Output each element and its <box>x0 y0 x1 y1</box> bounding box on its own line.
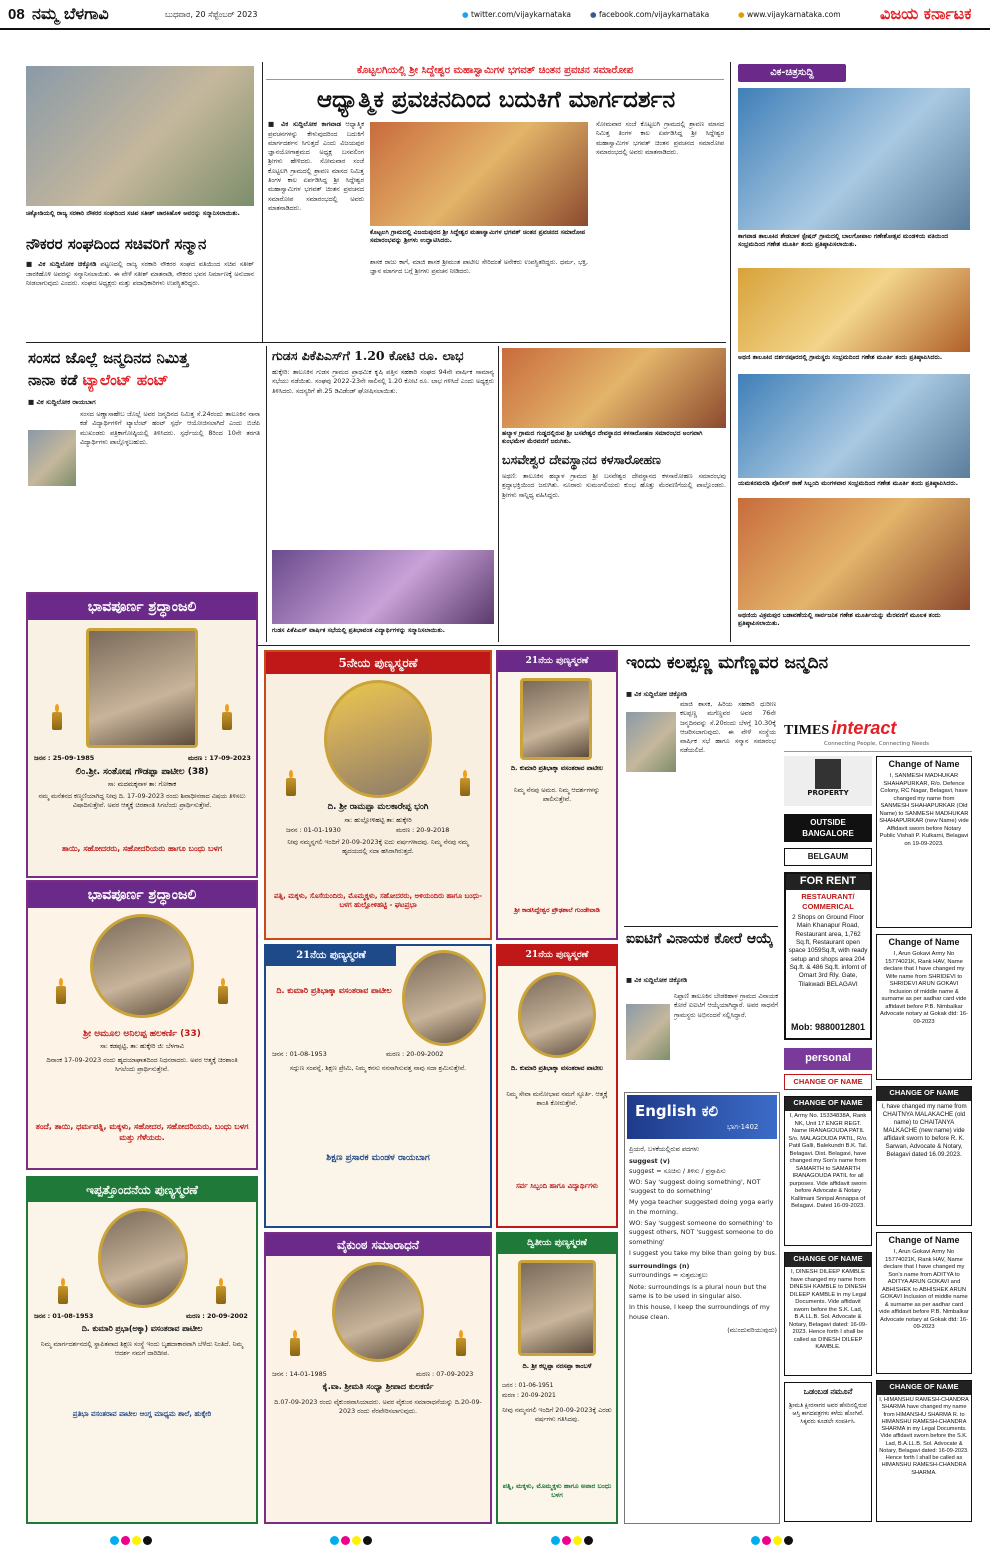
tribute-name: ಶ್ರೀ ಅಮೂಲ ಅನಿಲಪ್ಪ ಹಲಕರ್ಣಿ (33) <box>83 1029 201 1039</box>
tribute-family: ತಂದೆ, ತಾಯಿ, ಧರ್ಮಪತ್ನಿ, ಮಕ್ಕಳು, ಸಹೋದರ, ಸಹೋದರಿಯರು, ಬಂಧು ಬಳಗ ಮತ್ತು ಗೆಳೆಯರು. <box>35 1122 249 1142</box>
anniversary-ad-21-right <box>496 944 618 1228</box>
tribute-birth: ಜನನ : 25-09-1985 <box>34 754 95 762</box>
tribute-ad-2 <box>26 880 258 1170</box>
vinayak-byline: ■ ವಿಕ ಸುದ್ದಿಲೋಕ ಚಿಕ್ಕೋಡಿ <box>626 976 688 984</box>
kalappanna-body: ಮಾಜಿ ಶಾಸಕ, ಹಿರಿಯ ಸಹಕಾರಿ ಧುರೀಣ ಕಲಪ್ಪಣ್ಣ ಮಗೆಣ್ಣವರ ಅವರ 76ನೇ ಜನ್ಮದಿನವನ್ನು ಸೆ.20ರಂದು ಬೆಳಗ್ಗೆ 10.30ಕ್ಕೆ ಆಚರಿಸಲಾಗುವುದು. ಈ ವೇಳೆ ಸಂಸ್ಥೆಯ ವಾರ್ಷಿಕ ಸಭೆ ಹಾಗೂ ಸನ್ಮಾನ ಸಮಾರಂಭ ನಡೆಯಲಿದೆ. <box>680 700 776 755</box>
anniv-place: ಸಾ: ಹುಲ್ಲೋಳಿಹಟ್ಟಿ ತಾ: ಹುಕ್ಕೇರಿ <box>344 816 412 824</box>
globe-icon: ● <box>738 10 745 19</box>
mp-portrait <box>28 430 76 486</box>
lamp-icon <box>290 1330 300 1356</box>
personal-category: personal <box>784 1048 872 1070</box>
twitter-icon: ● <box>462 10 469 19</box>
dvitiya-death: ಮರಣ : 20-09-2021 <box>502 1392 556 1399</box>
anniv-message: ನಿಮ್ಮ ಮಾರ್ಗದರ್ಶನದಲ್ಲಿ ಸ್ಥಾಪಿತವಾದ ಶಿಕ್ಷಣ ಸಂಸ್ಥೆ ಇಂದು ಬೃಹದಾಕಾರವಾಗಿ ಬೆಳೆದು ನಿಂತಿದೆ. ನಿಮ್ಮ ಆದರ್ಶ ನಮಗೆ ದಾರಿದೀಪ. <box>40 1340 244 1358</box>
temple-caption: ಹಲ್ಯಾಳ ಗ್ರಾಮದ ಗುಡ್ಡದಲ್ಲಿರುವ ಶ್ರೀ ಬಸವೇಶ್ವರ ದೇವಸ್ಥಾನದ ಕಳಸಾರೋಹಣ ಸಮಾರಂಭದ ಅಂಗವಾಗಿ ಕುಂಭಮೇಳ ಮೆರವಣಿಗೆ ಜರುಗಿತು. <box>502 430 703 446</box>
main-body-col1: ■ ವಿಕ ಸುದ್ದಿಲೋಕ ಕಾಗವಾಡ ಆಧ್ಯಾತ್ಮಿಕ ಪ್ರವಚನಗಳನ್ನು ಕೇಳುವುದರಿಂದ ಬದುಕಿಗೆ ಮಾರ್ಗದರ್ಶನ ಸಿಗುತ್ತದೆ ಎಂದು ವಿಜಯಪುರ ಜ್ಞಾನಯೋಗಾಶ್ರಮದ ಅಧ್ಯಕ್ಷ ಬಸವಲಿಂಗ ಶ್ರೀಗಳು ಹೇಳಿದರು. ಸೋಮವಾರ ಸಂಜೆ ಕೊಟ್ಟಲಗಿ ಗ್ರಾಮದಲ್ಲಿ ಶ್ರಾವಣ ಮಾಸದ ನಿಮಿತ್ತ ತಿಂಗಳ ಕಾಲ ಏರ್ಪಡಿಸಿದ್ದ ಶ್ರೀ ಸಿದ್ದೇಶ್ವರ ಮಹಾಸ್ವಾಮಿಗಳ ಭಗವತ್ ಚಿಂತನ ಪ್ರವಚನದ ಸಮಾರೋಪ ಸಮಾರಂಭದಲ್ಲಿ ಅವರು ಮಾತನಾಡಿದರು. <box>268 120 364 212</box>
twitter-link[interactable]: ● twitter.com/vijaykarnataka <box>462 10 572 19</box>
photo-caption: ಚಿಕ್ಕೋಡಿಯಲ್ಲಿ ರಾಜ್ಯ ಸರಕಾರಿ ನೌಕರರ ಸಂಘದಿಂದ ಸಚಿವ ಸತೀಶ್ ಜಾರಕಿಹೊಳಿ ಅವರನ್ನು ಸನ್ಮಾನಿಸಲಾಯಿತು. <box>26 210 240 217</box>
coop-caption: ಗುಡಸ ಪಿಕೆಪಿಎಸ್ ವಾರ್ಷಿಕ ಸಭೆಯಲ್ಲಿ ಪ್ರತಿಭಾವಂತ ವಿದ್ಯಾರ್ಥಿಗಳನ್ನು ಸನ್ಮಾನಿಸಲಾಯಿತು. <box>272 627 445 634</box>
temple-procession-photo <box>502 348 726 428</box>
english-kali-issue: ಭಾಗ-1402 <box>727 1123 759 1131</box>
lamp-icon <box>52 704 62 730</box>
anniv-name: ದಿ. ಕುಮಾರಿ ಪ್ರತಿಭಾಕ್ಕಾ ವಸಂತರಾವ ಪಾಟೀಲ <box>510 764 604 772</box>
vaikuntha-name: ಕೈ.ವಾ. ಶ್ರೀಮತಿ ಸಂಧ್ಯಾ ಶ್ರೀಪಾದ ಕುಲಕರ್ಣಿ <box>322 1382 434 1391</box>
anniv-message: ನಿಮ್ಮ ಸೇವಾ ಮನೋಭಾವ ನಮಗೆ ಸ್ಫೂರ್ತಿ. ಆತ್ಮಕ್ಕೆ ಶಾಂತಿ ಕೋರುತ್ತೇವೆ. <box>506 1090 608 1108</box>
vinayak-portrait <box>626 1004 670 1060</box>
lamp-icon <box>58 1278 68 1304</box>
notice-lost: ಒಡಂಬಡ ನಮೂನೆ ಶ್ರೀಮತಿ ಕ್ಷೀರಸಾಗರ ಅವರ ಹೆಸರಿನಲ್ಲಿರುವ ಆಸ್ತಿ ಕಾಗದಪತ್ರಗಳು ಕಳೆದು ಹೋಗಿವೆ. ಸಿಕ್ಕವರು ಕೂಡಲೇ ಸಂಪರ್ಕಿಸಿ. <box>784 1382 872 1522</box>
masthead-logo: ವಿಜಯ ಕರ್ನಾಟಕ <box>880 4 972 23</box>
anniv-banner: 21ನೆಯ ಪುಣ್ಯಸ್ಮರಣೆ <box>498 652 616 672</box>
section-title: ನಮ್ಮ ಬೆಳಗಾವಿ <box>32 4 109 23</box>
tribute-message: ನಮ್ಮ ಮನೆತನದ ಕಣ್ಮಣಿಯಾಗಿದ್ದ ನೀವು ದಿ. 17-09-2023 ರಂದು ಶಿವಾಧೀನರಾದ ವಿಷಯ ತಿಳಿಸಲು ವಿಷಾದಿಸುತ್ತೇವೆ. ಅವರ ಆತ್ಮಕ್ಕೆ ಚಿರಶಾಂತಿ ಸಿಗಲೆಂದು ಪ್ರಾರ್ಥಿಸುತ್ತೇವೆ. <box>38 792 246 810</box>
dvitiya-portrait <box>518 1260 596 1356</box>
main-body-col2: ಶಾಸಕ ರಾಜು ಕಾಗೆ, ಮಾಜಿ ಶಾಸಕ ಶ್ರೀಮಂತ ಪಾಟೀಲ ಸೇರಿದಂತೆ ಅನೇಕರು ಉಪಸ್ಥಿತರಿದ್ದರು. ಧರ್ಮ, ಭಕ್ತಿ, ಜ್ಞಾನ ಮಾರ್ಗದ ಬಗ್ಗೆ ಶ್ರೀಗಳು ಪ್ರವಚನ ನೀಡಿದರು. <box>370 258 588 276</box>
outside-bangalore: OUTSIDE BANGALORE <box>784 814 872 842</box>
classifieds-right-col <box>876 756 972 1526</box>
anniv-name: ದಿ. ಕುಮಾರಿ ಪ್ರತಿಭಾಕ್ಕಾ ವಸಂತರಾವ ಪಾಟೀಲ <box>510 1064 604 1072</box>
anniv-death: ಮರಣ : 20-09-2002 <box>386 1050 444 1058</box>
change-of-name-category: CHANGE OF NAME <box>784 1074 872 1090</box>
vinayak-headline: ಐಐಟಿಗೆ ವಿನಾಯಕ ಕೋರೆ ಆಯ್ಕೆ <box>626 931 773 947</box>
tribute-place: ಸಾ: ಕಡಪ್ಪಟ್ಟಿ, ತಾ: ಹುಕ್ಕೇರಿ ಜಿ: ಬೆಳಗಾವಿ <box>100 1042 184 1050</box>
story-body: ■ ವಿಕ ಸುದ್ದಿಲೋಕ ಚಿಕ್ಕೋಡಿ ಪಟ್ಟಣದಲ್ಲಿ ರಾಜ್ಯ ಸರಕಾರಿ ನೌಕರರ ಸಂಘದ ವತಿಯಿಂದ ಸಚಿವ ಸತೀಶ್ ಜಾರಕಿಹೊಳಿ ಅವರನ್ನು ಸನ್ಮಾನಿಸಲಾಯಿತು. ಈ ವೇಳೆ ಸತೀಶ್ ಮಾತನಾಡಿ, ನೌಕರರ ಭವನ ನಿರ್ಮಾಣಕ್ಕೆ ಅನುದಾನ ನೀಡಲಾಗುವುದು ಎಂದರು. ಸಂಘದ ಅಧ್ಯಕ್ಷರು ಮತ್ತು ಪದಾಧಿಕಾರಿಗಳು ಉಪಸ್ಥಿತರಿದ್ದರು. <box>26 260 254 287</box>
anniv-org: ಶ್ರೀ ಕಾಡಸಿದ್ದೇಶ್ವರ ಪ್ರೌಢಶಾಲೆ ಗುಂಡೇವಾಡಿ <box>514 906 600 914</box>
vika-caption-1: ಕಾಗವಾಡ ತಾಲೂಕಿನ ಶೇಡಬಾಳ ಸ್ಟೇಷನ್ ಗ್ರಾಮದಲ್ಲಿ ಬಾಲಗೋಪಾಲ ಗಣೇಶೋತ್ಸವ ಮಂಡಳಿಯ ವತಿಯಿಂದ ಸಂಭ್ರಮದಿಂದ ಗಣೇಶ ಮೂರ್ತಿ ತಂದು ಪ್ರತಿಷ್ಠಾಪಿಸಲಾಯಿತು. <box>738 233 949 249</box>
anniv-message: ಸದ್ಗುಣ ಸಂಪನ್ನೆ, ಶಿಕ್ಷಣ ಪ್ರೇಮಿ, ನಿಮ್ಮ ಕನಸು ನನಸಾಗಿಸುವತ್ತ ನಾವು ಸದಾ ಶ್ರಮಿಸುತ್ತೇವೆ. <box>289 1064 467 1072</box>
dvitiya-message: ನೀವು ನಮ್ಮನಗಲಿ ಇಂದಿಗೆ 20-09-2023ಕ್ಕೆ ಎರಡು ವರ್ಷಗಳು ಗತಿಸಿದವು. <box>502 1406 612 1424</box>
kicker-text: ಕೊಟ್ಟಲಗಿಯಲ್ಲಿ ಶ್ರೀ ಸಿದ್ದೇಶ್ವರ ಮಹಾಸ್ವಾಮಿಗಳ ಭಗವತ್ ಚಿಂತನ ಪ್ರವಚನ ಸಮಾರೋಪ <box>356 65 634 76</box>
building-icon <box>815 759 841 789</box>
anniversary-ad-21-left <box>26 1176 258 1524</box>
notice-son-name: CHANGE OF NAME I, Army No. 15334838A, Rank NK, Unit 17 ENGR REGT. Name IRANAGOUDA PATIL S/o. MALAGOUDA PATIL, R/o. Patil Galli, Balekundri B.K. Tal. Belagavi. Dist. Belagavi, have changed my Son's name from SAMARTH to SAMARTH IRANAGOUDA PATIL for all purposes. Vide affidavit sworn before Advocate & Notary Kallimani Snripal Annappa of Belagavi. Dated 16-09-2023. <box>784 1096 872 1246</box>
website-link[interactable]: ● www.vijaykarnataka.com <box>738 10 841 19</box>
main-story-kicker <box>266 62 724 80</box>
anniv-portrait <box>98 1208 188 1308</box>
anniv-family: ಪತ್ನಿ, ಮಕ್ಕಳು, ಸೊಸೆಯಂದಿರು, ಮೊಮ್ಮಕ್ಕಳು, ಸಹೋದರರು, ಅಳಿಯಂದಿರು ಹಾಗೂ ಬಂಧು-ಬಳಗ ಹುಲ್ಲೋಳಿಹಟ್ಟಿ - ಘಟಪ್ರಭಾ <box>273 892 482 910</box>
anniv-org: ಸರ್ವ ಸಿಬ್ಬಂದಿ ಹಾಗೂ ವಿದ್ಯಾರ್ಥಿಗಳು <box>515 1182 599 1190</box>
english-kali-title: English ಕಲಿ <box>635 1102 719 1120</box>
anniv-portrait <box>324 680 432 798</box>
anniv-name: ದಿ. ಶ್ರೀ ರಾಮಪ್ಪಾ ಮಲಕಾರೇಪ್ಪ ಭಂಗಿ <box>327 802 429 812</box>
lamp-icon <box>222 704 232 730</box>
property-category: PROPERTY <box>784 756 872 806</box>
story-headline: ನೌಕರರ ಸಂಘದಿಂದ ಸಚಿವರಿಗೆ ಸನ್ಮಾನ <box>26 235 207 253</box>
dvitiya-family: ಪತ್ನಿ, ಮಕ್ಕಳು, ಮೊಮ್ಮಕ್ಕಳು ಹಾಗೂ ಅಪಾರ ಬಂಧು ಬಳಗ <box>502 1482 612 1499</box>
coop-students-photo <box>272 550 494 624</box>
vaikuntha-message: ದಿ.07-09-2023 ರಂದು ವೈಕುಂಠವಾಸಿಯಾದರು. ಅವರ ವೈಕುಂಠ ಸಮಾರಾಧನೆಯನ್ನು ದಿ.20-09-2023 ರಂದು ನೆರವೇರಿಸಲಾಗುವುದು. <box>274 1398 482 1416</box>
dvitiya-ad <box>496 1232 618 1524</box>
vinayak-body: ನಿಪ್ಪಾಣಿ ತಾಲೂಕಿನ ಬೇಡಕಿಹಾಳ ಗ್ರಾಮದ ವಿನಾಯಕ ಕೋರೆ ಐಐಟಿಗೆ ಆಯ್ಕೆಯಾಗಿದ್ದಾರೆ. ಅವರ ಸಾಧನೆಗೆ ಗ್ರಾಮಸ್ಥರು ಅಭಿನಂದನೆ ಸಲ್ಲಿಸಿದ್ದಾರೆ. <box>674 992 778 1019</box>
tribute-family: ತಾಯಿ, ಸಹೋದರರು, ಸಹೋದರಿಯರು ಹಾಗೂ ಬಂಧು ಬಳಗ <box>61 844 223 853</box>
english-kali-box <box>624 1092 780 1524</box>
lamp-icon <box>286 770 296 796</box>
anniv-birth: ಜನನ : 01-08-1953 <box>272 1050 327 1058</box>
anniv-death: ಮರಣ : 20-9-2018 <box>396 826 450 834</box>
page-number: 08 <box>8 6 25 23</box>
anniv-banner: 21ನೆಯ ಪುಣ್ಯಸ್ಮರಣೆ <box>266 946 396 966</box>
notice-dinesh: CHANGE OF NAME I, DINESH DILEEP KAMBLE have changed my name from DINESH KAMBLE to DINESH DILEEP KAMBLE in my Legal Documents. Vide affidavit sworn before the S.K. Lad, B.A.LL.B. Sol. Advocate & Notary, Belagavi dated: 16-09-2023. Hence forth I shall be called as DINESH DILEEP KAMBLE. <box>784 1252 872 1376</box>
header-date: ಬುಧವಾರ, 20 ಸೆಪ್ಟೆಂಬರ್ 2023 <box>165 10 258 19</box>
color-registration-marks <box>110 1536 910 1550</box>
for-rent-ad: FOR RENT RESTAURANT/ COMMERICAL 2 Shops on Ground Floor Main Khanapur Road, Restaurant area, 1,762 Sq.ft, Restaurant open space 1059Sq.ft, with ready setup and shops area 204 Sq.ft. & 486 Sq.ft. infornt of Omart 3rd Rly. Gate, Tilakwadi BELAGAVI Mob: 9880012801 <box>784 872 872 1040</box>
anniversary-ad-21-wide <box>264 944 492 1228</box>
dvitiya-birth: ಜನನ : 01-06-1951 <box>502 1382 554 1389</box>
notice-chaitanya: CHANGE OF NAME I, have changed my name from CHAITNYA MALAKACHE (old name) to CHAITANYA MALKACHE (new name) vide affidavit sworn to before R. K. Sarwan, Advocate & Notary, Belagavi dated 16.09.2023. <box>876 1086 972 1226</box>
belgaum-category: BELGAUM <box>784 848 872 866</box>
page-header <box>0 0 990 30</box>
classifieds-left-col <box>784 756 872 1526</box>
main-photo-caption: ಕೊಟ್ಟಲಗಿ ಗ್ರಾಮದಲ್ಲಿ ವಿಜಯಪುರದ ಶ್ರೀ ಸಿದ್ದೇಶ್ವರ ಮಹಾಸ್ವಾಮಿಗಳ ಭಗವತ್ ಚಿಂತನ ಪ್ರವಚನದ ಸಮಾರೋಪ ಸಮಾರಂಭವನ್ನು ಶ್ರೀಗಳು ಉದ್ಘಾಟಿಸಿದರು. <box>370 229 586 245</box>
vika-photo-label: ವಿಕ-ಚಿತ್ರಸುದ್ದಿ <box>738 64 846 82</box>
dvitiya-banner: ದ್ವಿತೀಯ ಪುಣ್ಯಸ್ಮರಣೆ <box>498 1234 616 1254</box>
ganesha-photo-3 <box>738 374 970 478</box>
anniv-birth: ಜನನ : 01-08-1953 <box>34 1312 94 1320</box>
tribute-portrait <box>90 914 194 1018</box>
ganesha-photo-2 <box>738 268 970 352</box>
lamp-icon <box>56 978 66 1004</box>
kalappanna-portrait <box>626 712 676 772</box>
birthday-body: ■ ವಿಕ ಸುದ್ದಿಲೋಕ ರಾಯಬಾಗ <box>28 398 96 406</box>
anniv-name: ದಿ. ಕುಮಾರಿ ಪ್ರಭಾ(ಅಕ್ಕಾ) ವಸಂತರಾವ ಪಾಟೀಲ <box>81 1324 203 1333</box>
birthday-headline-1: ಸಂಸದ ಜೊಲ್ಲೆ ಜನ್ಮದಿನದ ನಿಮಿತ್ತ <box>28 349 189 367</box>
vika-caption-2: ಅಥಣಿ ತಾಲೂಕಿನ ದರ್ಶನಪೂರದಲ್ಲಿ ಗ್ರಾಮಸ್ಥರು ಸಂಭ್ರಮದಿಂದ ಗಣೇಶ ಮೂರ್ತಿ ತಂದು ಪ್ರತಿಷ್ಠಾಪಿಸಿದರು. <box>738 354 943 361</box>
lamp-icon <box>216 1278 226 1304</box>
anniversary-ad-5th <box>264 650 492 940</box>
anniv-death: ಮರಣ : 20-09-2002 <box>186 1312 248 1320</box>
tribute-place: ಸಾ: ಮದಮಕ್ಕನಾಳ ತಾ: ಗೋಕಾಕ <box>107 780 177 788</box>
vaikuntha-portrait <box>332 1262 424 1362</box>
birthday-headline-2: ನಾನಾ ಕಡೆ ಟ್ಯಾಲೆಂಟ್ ಹಂಟ್ <box>28 371 169 389</box>
pravachan-stage-photo <box>370 122 588 226</box>
tribute-message: ದಿನಾಂಕ 17-09-2023 ರಂದು ಹೃದಯಾಘಾತದಿಂದ ನಿಧನರಾದರು. ಅವರ ಆತ್ಮಕ್ಕೆ ಚಿರಶಾಂತಿ ಸಿಗಲೆಂದು ಪ್ರಾರ್ಥಿಸುತ್ತೇವೆ. <box>46 1056 238 1074</box>
facebook-link[interactable]: ● facebook.com/vijaykarnataka <box>590 10 710 19</box>
temple-body: ಅಥಣಿ: ತಾಲೂಕಿನ ಹಲ್ಯಾಳ ಗ್ರಾಮದ ಶ್ರೀ ಬಸವೇಶ್ವರ ದೇವಸ್ಥಾನದ ಕಳಸಾರೋಹಣ ಸಮಾರಂಭವು ಶ್ರದ್ಧಾಭಕ್ತಿಯಿಂದ ಜರುಗಿತು. ನೂರಾರು ಸುಮಂಗಲಿಯರು ಕುಂಭ ಹೊತ್ತು ಮೆರವಣಿಗೆಯಲ್ಲಿ ಪಾಲ್ಗೊಂಡರು. ಶ್ರೀಗಳು ಸಾನ್ನಿಧ್ಯ ವಹಿಸಿದ್ದರು. <box>502 472 726 499</box>
kalappanna-byline: ■ ವಿಕ ಸುದ್ದಿಲೋಕ ಚಿಕ್ಕೋಡಿ <box>626 690 688 698</box>
notice-shridevi: Change of Name I, Arun Gokavi Army No 15774021K, Rank HAV, Name declare that I have changed my Wife name from SHRIDEVI to SHRIDEVI ARUN GOKAVI Inclusion of middle name & surname as per aadhar card vide affidavit before P.B. Nimbalkar Advocate notary at Gokak dtd: 16-09-2023 <box>876 934 972 1080</box>
lamp-icon <box>460 770 470 796</box>
anniv-portrait <box>402 950 486 1046</box>
kalappanna-headline: ಇಂದು ಕಲಪ್ಪಣ್ಣ ಮಗೆಣ್ಣವರ ಜನ್ಮದಿನ <box>626 653 829 673</box>
english-kali-header <box>627 1095 777 1139</box>
vaikuntha-death: ಮರಣ : 07-09-2023 <box>416 1370 474 1378</box>
tribute-death: ಮರಣ : 17-09-2023 <box>188 754 251 762</box>
anniv-message: ನೀವು ನಮ್ಮನ್ನಗಲಿ ಇಂದಿಗೆ 20-09-2023ಕ್ಕೆ ಐದು ವರ್ಷಗಳಾದವು. ನಿಮ್ಮ ನೆನಪು ನಮ್ಮ ಹೃದಯದಲ್ಲಿ ಸದಾ ಹಸಿರಾಗಿರುತ್ತದೆ. <box>287 838 469 856</box>
tribute-portrait <box>86 628 198 748</box>
birthday-body-text: ಸಂಸದ ಅಣ್ಣಾಸಾಹೇಬ ಜೊಲ್ಲೆ ಅವರ ಜನ್ಮದಿನದ ನಿಮಿತ್ತ ಸೆ.24ರಂದು ತಾಲೂಕಿನ ನಾನಾ ಕಡೆ ವಿದ್ಯಾರ್ಥಿಗಳಿಗೆ ಟ್ಯಾಲೆಂಟ್ ಹಂಟ್ ಸ್ಪರ್ಧೆ ಆಯೋಜಿಸಲಾಗಿದೆ ಎಂದು ಬಿಜೆಪಿ ಮುಖಂಡರು ಪತ್ರಿಕಾಗೋಷ್ಠಿಯಲ್ಲಿ ತಿಳಿಸಿದರು. ಸ್ಪರ್ಧೆಯಲ್ಲಿ 8ರಿಂದ 10ನೇ ತರಗತಿ ವಿದ್ಯಾರ್ಥಿಗಳು ಪಾಲ್ಗೊಳ್ಳಬಹುದು. <box>80 410 260 446</box>
anniv-name: ದಿ. ಕುಮಾರಿ ಪ್ರತಿಭಾಕ್ಕಾ ವಸಂತರಾವ ಪಾಟೀಲ <box>276 986 392 995</box>
anniv-banner: 5ನೇಯ ಪುಣ್ಯಸ್ಮರಣೆ <box>266 652 490 674</box>
dvitiya-name: ದಿ. ಶ್ರೀ ಕಲ್ಲಪ್ಪಾ ನರಸಪ್ಪಾ ಕಾಂಬಳೆ <box>522 1362 592 1370</box>
vika-caption-4: ಅಥಣಿಯ ವಿಕ್ರಮಪುರ ಬಡಾವಣೆಯಲ್ಲಿ ಸಾರ್ವಜನಿಕ ಗಣೇಶ ಮೂರ್ತಿಯನ್ನು ಮೆರವಣಿಗೆ ಮೂಲಕ ತಂದು ಪ್ರತಿಷ್ಠಾಪಿಸಲಾಯಿತು. <box>738 612 941 628</box>
tribute-banner: ಭಾವಪೂರ್ಣ ಶ್ರದ್ಧಾಂಜಲಿ <box>28 882 256 908</box>
anniv-portrait <box>520 678 592 760</box>
anniv-portrait <box>518 972 596 1058</box>
lamp-icon <box>218 978 228 1004</box>
anniv-banner: 21ನೆಯ ಪುಣ್ಯಸ್ಮರಣೆ <box>498 946 616 966</box>
headline-accent: ಟ್ಯಾಲೆಂಟ್ ಹಂಟ್ <box>82 371 169 389</box>
temple-headline: ಬಸವೇಶ್ವರ ದೇವಸ್ಥಾನದ ಕಳಸಾರೋಹಣ <box>502 452 661 467</box>
lamp-icon <box>456 1330 466 1356</box>
vaikuntha-ad <box>264 1232 492 1524</box>
english-kali-content: ಪ್ರಿಯರೆ, ಬಳಕೆಯಲ್ಲಿರುವ ಪದಗಳು suggest (v) suggest = ಸೂಚಿಸು / ತಿಳಿಸು / ಪ್ರಸ್ತಾಪಿಸು WO: Say 'suggest doing something', NOT 'suggest to do something' My yoga teacher suggested doing yoga early in the morning. WO: Say 'suggest someone do something' to suggest others, NOT 'suggest someone to do something' I suggest you take my bike than going by bus. surroundings (n) surroundings = ಸುತ್ತಮುತ್ತಲು Note: surroundings is a plural noun but the same is to be used in singular also. In this house, I keep the surroundings of my house clean. (ಮುಂದುವರಿಯುವುದು) <box>629 1145 777 1334</box>
times-interact-logo: TIMES interact Connecting People, Connecting Needs <box>784 716 972 752</box>
ganesha-photo-1 <box>738 88 970 230</box>
vika-caption-3: ಯಮಕನಮರಡಿ ಪೊಲೀಸ್ ಠಾಣೆ ಸಿಬ್ಬಂದಿ ಮಂಗಳವಾರ ಸಂಭ್ರಮದಿಂದ ಗಣೇಶ ಮೂರ್ತಿ ತಂದು ಪ್ರತಿಷ್ಠಾಪಿಸಿದರು. <box>738 480 958 487</box>
anniv-org: ಪ್ರತಿಭಾ ವಸಂತರಾವ ಪಾಟೀಲ ಆಂಗ್ಲ ಮಾಧ್ಯಮ ಶಾಲೆ, ಹುಕ್ಕೇರಿ <box>72 1410 212 1418</box>
ganesha-photo-4 <box>738 498 970 610</box>
coop-headline: ಗುಡಸ ಪಿಕೆಪಿಎಸ್‌ಗೆ 1.20 ಕೋಟಿ ರೂ. ಲಾಭ <box>272 348 464 363</box>
vaikuntha-birth: ಜನನ : 14-01-1985 <box>272 1370 327 1378</box>
vaikuntha-banner: ವೈಕುಂಠ ಸಮಾರಾಧನೆ <box>266 1234 490 1256</box>
anniv-message: ನಿಮ್ಮ ನೆನಪು ಅಮರ. ನಿಮ್ಮ ಆದರ್ಶಗಳನ್ನು ಪಾಲಿಸುತ್ತೇವೆ. <box>514 786 600 804</box>
notice-sanmesh: Change of Name I, SANMESH MADHUKAR SHAHAPURKAR, R/o. Defence Colony, RC Nagar, Belagavi, have changed my name from SANMESH SHAHAPURKAR (Old Name) to SANMESH MADHUKAR SHAHAPURKAR (new Name) vide Affidavit sworn before Notary Public Vishali P. Kulkarni, Belagavi on 19-09-2023. <box>876 756 972 928</box>
main-headline: ಆಧ್ಯಾತ್ಮಿಕ ಪ್ರವಚನದಿಂದ ಬದುಕಿಗೆ ಮಾರ್ಗದರ್ಶನ <box>316 86 676 113</box>
facebook-icon: ● <box>590 10 597 19</box>
anniv-birth: ಜನನ : 01-01-1930 <box>286 826 341 834</box>
minister-felicitation-photo <box>26 66 254 206</box>
main-body-col3: ಸೋಮವಾರ ಸಂಜೆ ಕೊಟ್ಟಲಗಿ ಗ್ರಾಮದಲ್ಲಿ ಶ್ರಾವಣ ಮಾಸದ ನಿಮಿತ್ತ ತಿಂಗಳ ಕಾಲ ಏರ್ಪಡಿಸಿದ್ದ ಶ್ರೀ ಸಿದ್ದೇಶ್ವರ ಮಹಾಸ್ವಾಮಿಗಳ ಭಗವತ್ ಚಿಂತನ ಪ್ರವಚನದ ಸಮಾರೋಪ ಸಮಾರಂಭದಲ್ಲಿ ಅವರು ಮಾತನಾಡಿದರು. <box>596 120 724 156</box>
anniversary-ad-21-center <box>496 650 618 940</box>
notice-aditya: Change of Name I, Arun Gokavi Army No 15774021K, Rank HAV, Name declare that I have changed my Son's name from ADITYA to ADITYA ARUN GOKAVI and ABHISHEK to ABHISHEK ARUN GOKAVI Inclusion of middle name & surname as per aadhar card vide affidavit before P.B. Nimbalkar Advocate notary at Gokak dtd: 16-09-2023 <box>876 1232 972 1374</box>
anniv-org: ಶಿಕ್ಷಣ ಪ್ರಸಾರಕ ಮಂಡಳ ರಾಯಬಾಗ <box>326 1153 430 1163</box>
anniv-banner: ಇಪ್ಪತ್ತೊಂದನೆಯ ಪುಣ್ಯಸ್ಮರಣೆ <box>28 1178 256 1202</box>
coop-body: ಹುಕ್ಕೇರಿ: ತಾಲೂಕಿನ ಗುಡಸ ಗ್ರಾಮದ ಪ್ರಾಥಮಿಕ ಕೃಷಿ ಪತ್ತಿನ ಸಹಕಾರಿ ಸಂಘದ 94ನೇ ವಾರ್ಷಿಕ ಸಾಮಾನ್ಯ ಸಭೆಯು ನಡೆಯಿತು. ಸಂಘವು 2022-23ನೇ ಸಾಲಿನಲ್ಲಿ 1.20 ಕೋಟಿ ರೂ. ಲಾಭ ಗಳಿಸಿದೆ ಎಂದು ಅಧ್ಯಕ್ಷರು ತಿಳಿಸಿದರು. ಸದಸ್ಯರಿಗೆ ಶೇ.25 ಡಿವಿಡೆಂಡ್ ಘೋಷಿಸಲಾಯಿತು. <box>272 368 494 395</box>
tribute-ad-1 <box>26 592 258 878</box>
notice-himanshu: CHANGE OF NAME I, HIMANSHU RAMESH-CHANDRA SHARMA have changed my name from HIMANSHU SHARMA R. to HIMANSHU RAMESH-CHANDRA SHARMA in my Legal Documents. Vide affidavit sworn before the S.K. Lad, B.A.LL.B. Sol. Advocate & Notary, Belagavi dated: 16-09-2023. Hence forth I shall be called as HIMANSHU RAMESH-CHANDRA SHARMA. <box>876 1380 972 1522</box>
tribute-name: ಲಿಂ.ಶ್ರೀ. ಸಂತೋಷ ಗೌಡಪ್ಪಾ ಪಾಟೀಲ (38) <box>75 767 209 777</box>
tribute-banner: ಭಾವಪೂರ್ಣ ಶ್ರದ್ಧಾಂಜಲಿ <box>28 594 256 620</box>
